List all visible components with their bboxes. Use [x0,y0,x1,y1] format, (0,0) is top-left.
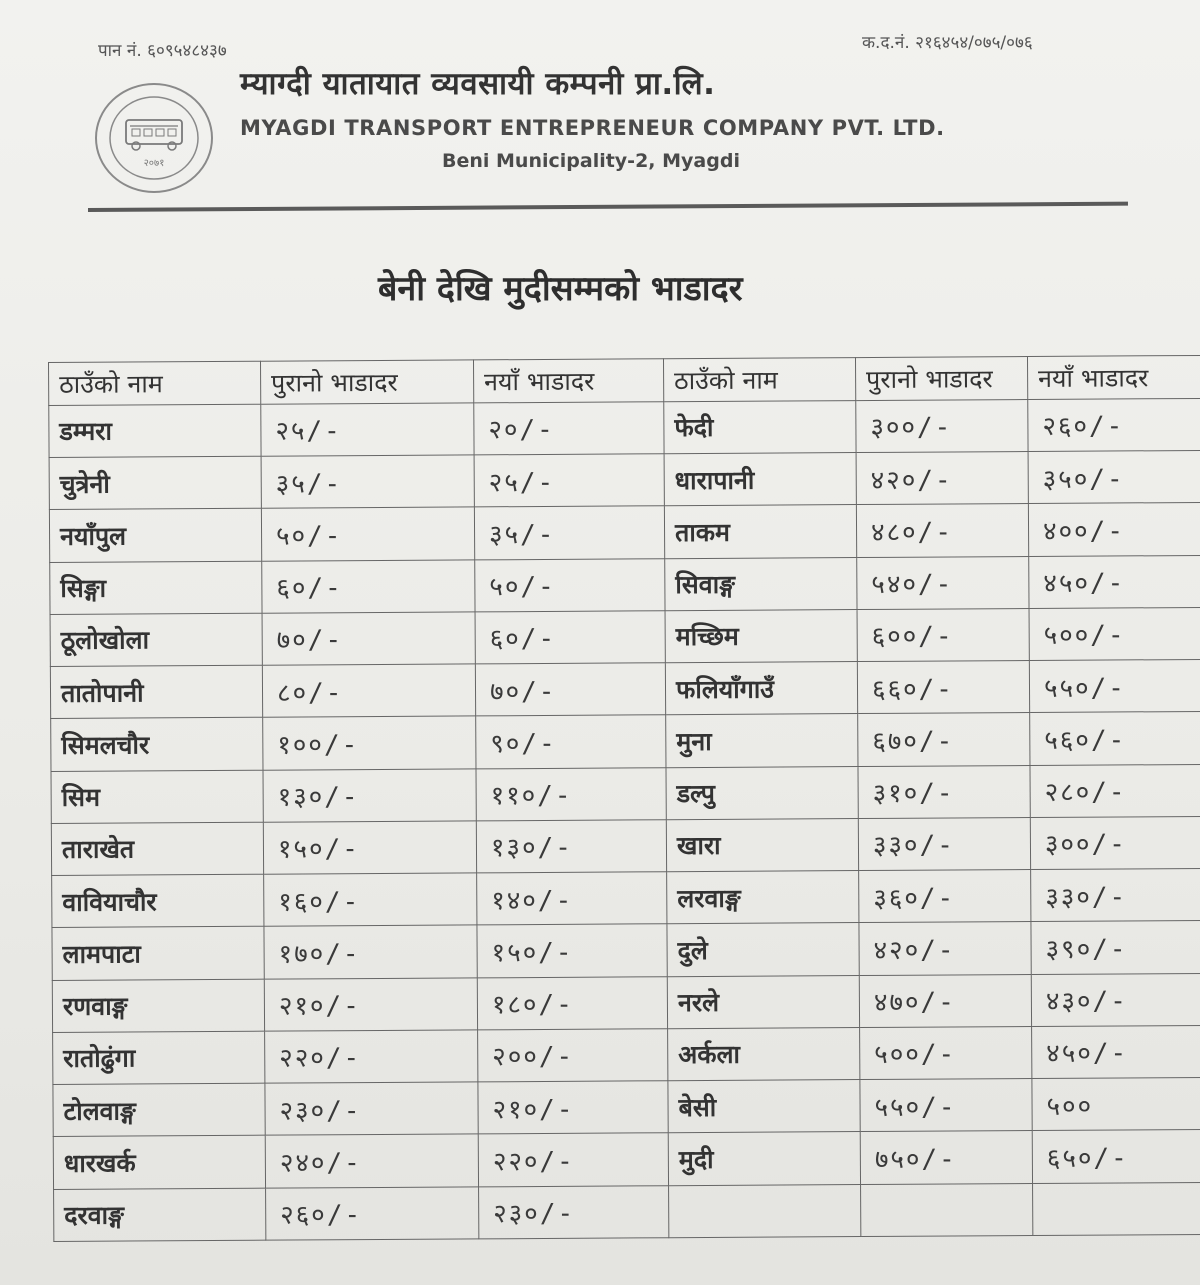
cell-new-fare: ३००/- [1030,816,1200,869]
cell-place-name: मच्छिम [665,609,857,662]
table-row [50,660,1200,719]
cell-old-fare: ५४०/- [857,556,1029,609]
cell-new-fare: ६५०/- [1032,1130,1200,1183]
cell-new-fare: १५०/- [477,924,667,977]
header-old-fare: पुरानो भाडादर [855,357,1027,401]
cell-place-name: टोलवाङ्ग [53,1083,265,1137]
table-row [54,1182,1200,1241]
table-row [53,1078,1200,1137]
cell-place-name: लरवाङ्ग [667,871,859,924]
cell-place-name: फलियाँगाउँ [665,662,857,715]
table-row [49,503,1200,562]
cell-old-fare: १६०/- [264,873,477,927]
cell-place-name: चुत्रेनी [49,456,261,510]
cell-old-fare [861,1183,1033,1236]
cell-old-fare: ३५/- [261,455,474,509]
header-new-fare: नयाँ भाडादर [473,359,663,403]
cell-place-name [669,1184,861,1238]
cell-new-fare: ५६०/- [1030,712,1200,765]
cell-new-fare: २६०/- [1028,398,1200,451]
cell-old-fare: ६०/- [262,559,475,613]
cell-place-name: रातोढुंगा [53,1031,265,1085]
cell-new-fare: २०/- [474,402,664,455]
cell-new-fare: २००/- [478,1029,668,1082]
cell-old-fare: ७०/- [262,612,475,666]
cell-old-fare: ५००/- [860,1026,1032,1079]
cell-place-name: धारखर्क [53,1136,265,1190]
table-row [49,451,1200,510]
cell-new-fare: ४५०/- [1032,1025,1200,1078]
cell-new-fare: ५५०/- [1029,660,1200,713]
cell-old-fare: ३६०/- [859,870,1031,923]
cell-new-fare: १८०/- [477,976,667,1029]
cell-place-name: धारापानी [664,453,856,506]
table-row [51,764,1200,823]
company-name-english: MYAGDI TRANSPORT ENTREPRENEUR COMPANY PVT. LTD. [240,116,945,140]
cell-new-fare: २८०/- [1030,764,1200,817]
cell-old-fare: ६७०/- [858,713,1030,766]
cell-old-fare: २१०/- [264,977,477,1031]
cell-old-fare: ३१०/- [858,765,1030,818]
cell-new-fare: ९०/- [476,715,666,768]
company-address: Beni Municipality-2, Myagdi [442,150,740,172]
cell-old-fare: १७०/- [264,925,477,979]
cell-place-name: अर्कला [668,1027,860,1080]
cell-place-name: ताराखेत [51,822,263,876]
header-old-fare: पुरानो भाडादर [260,360,473,404]
fare-table-wrapper [48,355,1200,1242]
cell-place-name: मुदी [668,1132,860,1185]
cell-place-name: नरले [667,975,859,1028]
cell-place-name: ताकम [664,505,856,558]
cell-old-fare: २३०/- [265,1082,478,1136]
table-row [53,1025,1200,1084]
cell-old-fare: ७५०/- [860,1131,1032,1184]
table-row [53,1130,1200,1189]
cell-old-fare: २६०/- [266,1186,479,1240]
cell-old-fare: ३००/- [856,399,1028,452]
cell-place-name: डम्मरा [49,404,261,458]
cell-place-name: वावियाचौर [52,874,264,928]
registration-number: क.द.नं. २१६४५४/०७५/०७६ [862,33,1033,53]
cell-old-fare: १३०/- [263,768,476,822]
cell-old-fare: ४२०/- [859,922,1031,975]
cell-place-name: दुले [667,923,859,976]
cell-old-fare: ३३०/- [858,817,1030,870]
cell-place-name: सिमलचौर [51,718,263,772]
cell-old-fare: ४२०/- [856,452,1028,505]
cell-old-fare: ४७०/- [859,974,1031,1027]
cell-new-fare: ५००/- [1029,607,1200,660]
table-header-row [49,355,1200,405]
cell-new-fare: ७०/- [475,663,665,716]
cell-place-name: फेदी [664,400,856,453]
cell-place-name: बेसी [668,1080,860,1133]
header-place-name: ठाउँको नाम [663,358,855,402]
table-row [52,869,1200,928]
table-row [51,816,1200,875]
header-new-fare: नयाँ भाडादर [1027,355,1200,399]
cell-old-fare: १००/- [263,716,476,770]
fare-table [48,355,1200,1242]
cell-place-name: सिम [51,770,263,824]
cell-place-name: तातोपानी [50,665,262,719]
cell-place-name: सिङ्गा [50,561,262,615]
cell-old-fare: ५०/- [261,507,474,561]
cell-old-fare: ८०/- [262,664,475,718]
company-name-nepali: म्याग्दी यातायात व्यवसायी कम्पनी प्रा.लि. [240,66,716,102]
cell-place-name: नयाँपुल [49,509,261,563]
cell-new-fare: ३५/- [474,506,664,559]
cell-new-fare: ६०/- [475,611,665,664]
page-title: बेनी देखि मुदीसम्मको भाडादर [378,269,743,309]
cell-place-name: मुना [666,714,858,767]
header-divider [88,202,1128,212]
cell-old-fare: ६६०/- [857,661,1029,714]
cell-place-name: ठूलोखोला [50,613,262,667]
cell-new-fare: १४०/- [477,872,667,925]
cell-new-fare: १३०/- [476,820,666,873]
cell-new-fare: २१०/- [478,1081,668,1134]
cell-new-fare: ३५०/- [1028,451,1200,504]
cell-old-fare: १५०/- [263,821,476,875]
cell-new-fare: ५०/- [475,558,665,611]
cell-new-fare: ४५०/- [1029,555,1200,608]
cell-new-fare: ३३०/- [1031,869,1200,922]
cell-place-name: सिवाङ्ग [665,557,857,610]
table-row [50,607,1200,666]
table-row [50,555,1200,614]
cell-old-fare: २४०/- [265,1134,478,1188]
cell-new-fare: ४३०/- [1031,973,1200,1026]
cell-place-name: दरवाङ्ग [54,1188,266,1242]
cell-new-fare [1033,1182,1200,1235]
cell-old-fare: ५५०/- [860,1079,1032,1132]
table-row [52,921,1200,980]
cell-new-fare: २३०/- [479,1185,669,1239]
cell-old-fare: ६००/- [857,608,1029,661]
cell-old-fare: २२०/- [265,1030,478,1084]
cell-new-fare: ४००/- [1028,503,1200,556]
pan-number: पान नं. ६०९५४८४३७ [98,41,227,61]
cell-place-name: रणवाङ्ग [52,979,264,1033]
cell-place-name: लामपाटा [52,927,264,981]
table-row [52,973,1200,1032]
cell-place-name: खारा [666,818,858,871]
cell-old-fare: २५/- [261,403,474,457]
cell-place-name: डल्पु [666,766,858,819]
table-row [51,712,1200,771]
cell-old-fare: ४८०/- [856,504,1028,557]
cell-new-fare: २५/- [474,454,664,507]
cell-new-fare: ११०/- [476,767,666,820]
seal-year: २०७१ [143,158,165,169]
cell-new-fare: ३९०/- [1031,921,1200,974]
cell-new-fare: ५०० [1032,1078,1200,1131]
table-row [49,398,1200,457]
header-place-name: ठाउँको नाम [49,361,261,405]
cell-new-fare: २२०/- [478,1133,668,1186]
company-seal-icon [92,80,216,196]
